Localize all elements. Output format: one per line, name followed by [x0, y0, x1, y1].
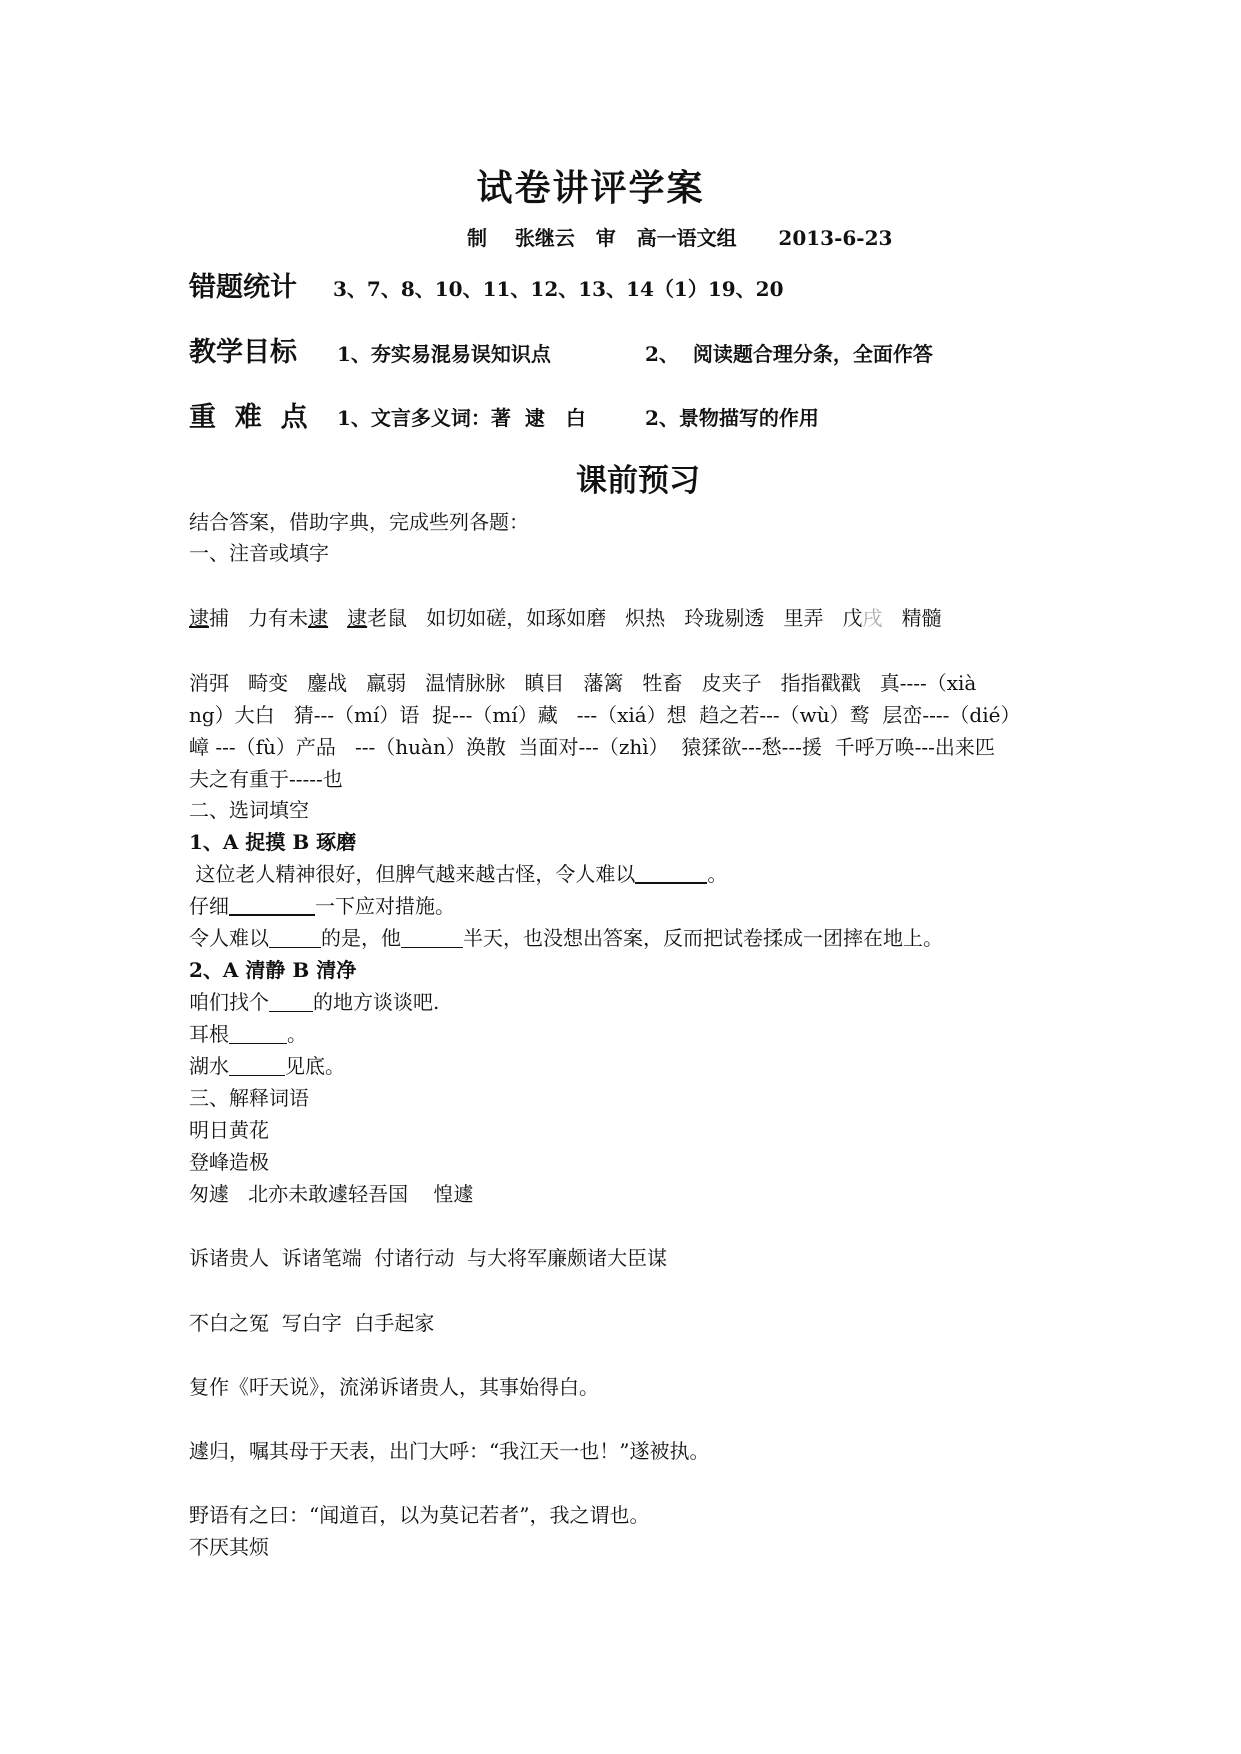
- q1-heading: 1、A 捉摸 B 琢磨: [189, 830, 357, 854]
- blank: [269, 993, 313, 1012]
- section-3-line-4: 诉诸贵人 诉诸笔端 付诸行动 与大将军廉颇诸大臣谋: [189, 1246, 668, 1270]
- goal-1: 1、夯实易混易误知识点: [337, 342, 551, 366]
- section-1-heading: 一、注音或填字: [189, 541, 329, 565]
- section-1-line-1: 逮捕 力有未逮 逮老鼠 如切如磋，如琢如磨 炽热 玲珑剔透 里弄 戊戌 精髓: [189, 606, 942, 630]
- key-2: 2、景物描写的作用: [645, 406, 819, 430]
- goal-label: 教学目标: [189, 337, 297, 368]
- section-1-line-5: 夫之有重于-----也: [189, 767, 343, 791]
- section-3-line-3: 匆遽 北亦未敢遽轻吾国 惶遽: [189, 1182, 474, 1206]
- q2-line-1: 咱们找个 的地方谈谈吧.: [189, 990, 440, 1014]
- blank: [401, 929, 463, 948]
- section-3-line-1: 明日黄花: [189, 1118, 269, 1142]
- section-1-line-2: 消弭 畸变 鏖战 羸弱 温情脉脉 瞋目 藩篱 牲畜 皮夹子 指指戳戳 真----（xià: [189, 671, 977, 695]
- section-3-line-8: 野语有之曰：“闻道百，以为莫记若者”，我之谓也。: [189, 1503, 650, 1527]
- errors-value: 3、7、8、10、11、12、13、14（1）19、20: [333, 277, 784, 301]
- q1-line-1: 这位老人精神很好，但脾气越来越古怪，令人难以 。: [189, 862, 728, 886]
- errors-label: 错题统计: [189, 272, 297, 303]
- section-3-line-5: 不白之冤 写白字 白手起家: [189, 1311, 435, 1335]
- section-1-line-4: 嶂 ---（fù）产品 ---（huàn）涣散 当面对---（zhì） 猿猱欲---愁---援 千呼万唤---出来匹: [189, 735, 995, 759]
- section-3-line-6: 复作《吁天说》，流涕诉诸贵人，其事始得白。: [189, 1375, 599, 1399]
- section-3-line-2: 登峰造极: [189, 1150, 269, 1174]
- q2-line-3: 湖水 见底。: [189, 1054, 345, 1078]
- q1-line-3: 令人难以 的是，他 半天，也没想出答案，反而把试卷揉成一团摔在地上。: [189, 926, 943, 950]
- q1-line-2: 仔细 一下应对措施。: [189, 894, 455, 918]
- blank: [229, 1057, 285, 1076]
- intro-text: 结合答案，借助字典，完成些列各题：: [189, 510, 529, 534]
- blank: [269, 929, 321, 948]
- subtitle: 课前预习: [576, 463, 700, 499]
- blank: [635, 864, 707, 884]
- q2-line-2: 耳根 。: [189, 1022, 307, 1046]
- section-3-line-9: 不厌其烦: [189, 1535, 269, 1559]
- goal-2: 2、 阅读题合理分条，全面作答: [645, 342, 933, 366]
- section-2-heading: 二、选词填空: [189, 798, 309, 822]
- section-3-heading: 三、解释词语: [189, 1086, 309, 1110]
- section-3-line-7: 遽归，嘱其母于天表，出门大呼：“我江天一也！”遂被执。: [189, 1439, 710, 1463]
- blank: [229, 896, 315, 916]
- key-label: 重 难 点: [189, 402, 308, 433]
- document-title: 试卷讲评学案: [476, 167, 705, 209]
- byline: 制 张继云 审 高一语文组 2013-6-23: [467, 226, 893, 250]
- section-1-line-3: ng）大白 猜---（mí）语 捉---（mí）藏 ---（xiá）想 趋之若---（wù）鹜 层峦----（dié）: [189, 703, 1021, 727]
- q2-heading: 2、A 清静 B 清净: [189, 958, 357, 982]
- key-1: 1、文言多义词：著 逮 白: [337, 406, 586, 430]
- blank: [229, 1025, 287, 1044]
